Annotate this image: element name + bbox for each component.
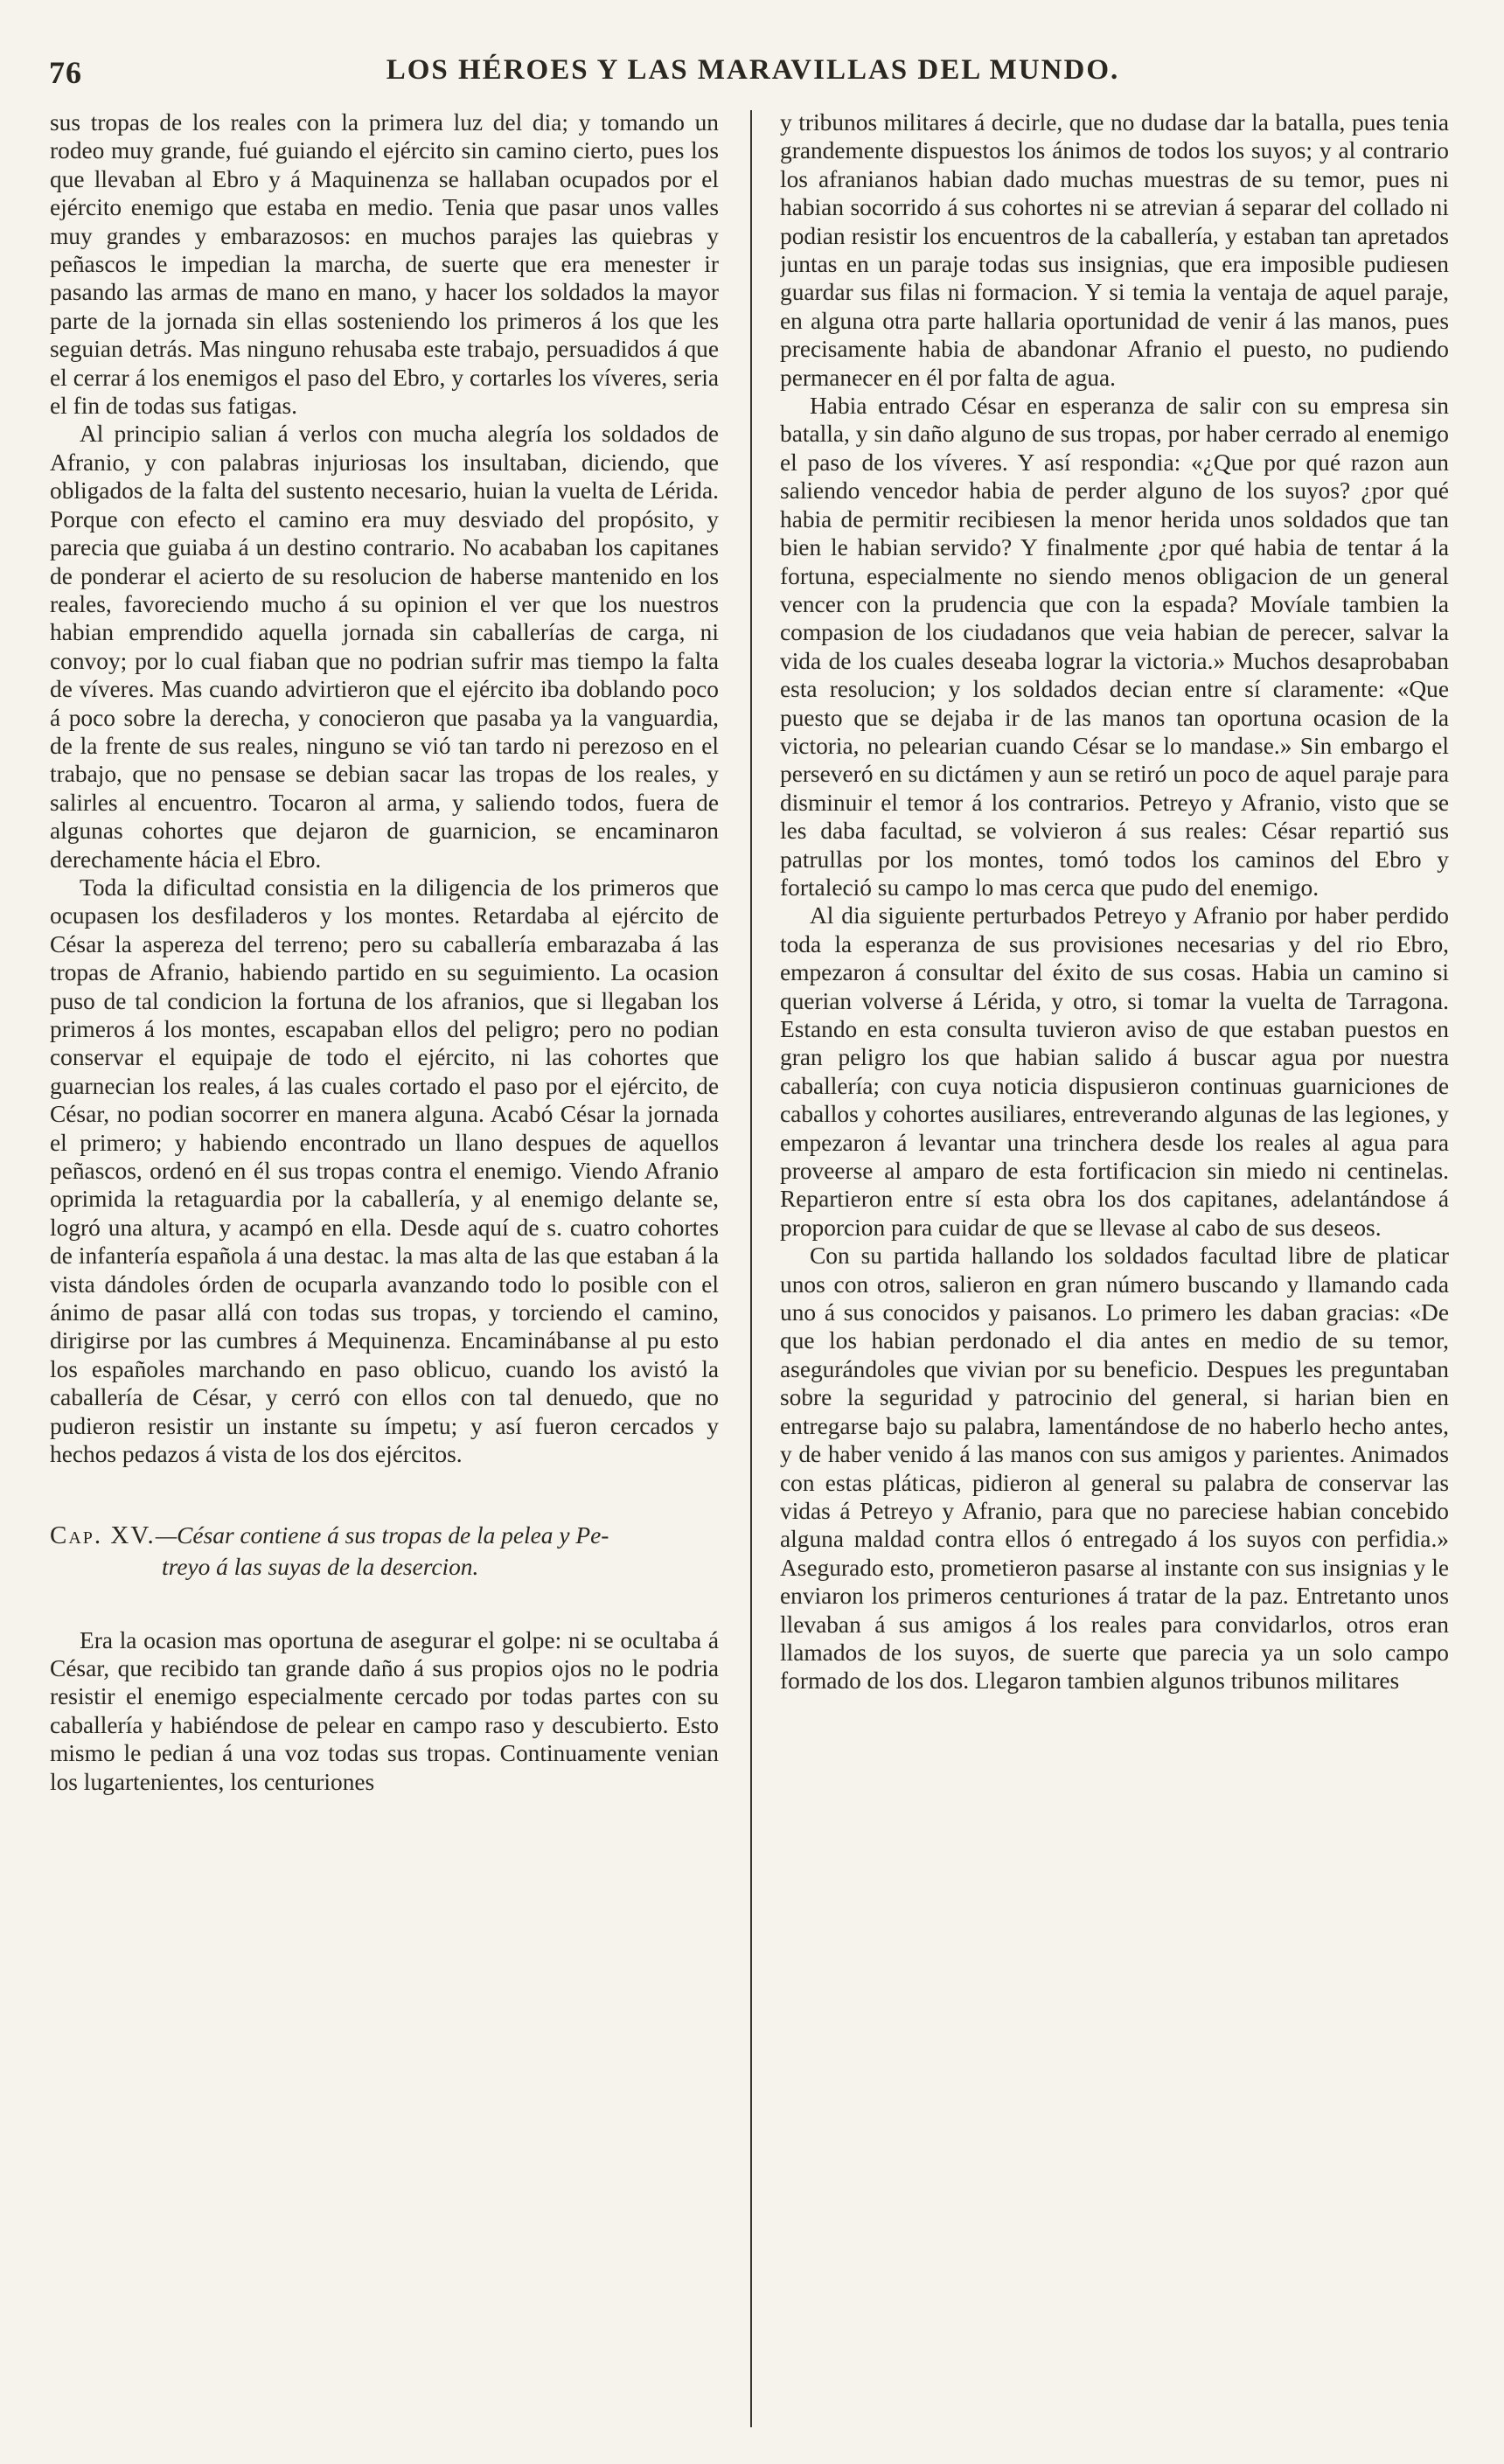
- running-title: LOS HÉROES Y LAS MARAVILLAS DEL MUNDO.: [386, 54, 1120, 86]
- chapter-label: Cap. XV.: [50, 1521, 156, 1549]
- paragraph: Toda la dificultad consistia en la diligencia de los primeros que ocupasen los desfiladeros y los montes. Retardaba al ejército de César la aspereza del terreno; pero su caballería embarazaba á las tropas de Afranio, habiendo partido en su seguimiento. La ocasion puso de tal condicion la fortuna de los afranios, que si llegaban los primeros á los montes, escapaban ellos del peligro; pero no podian conservar el equipaje de todo el ejército, ni las cohortes que guarnecian los reales, á las cuales cortado el paso por el ejército, de César, no podian socorrer en manera alguna. Acabó César la jornada el primero; y habiendo encontrado un llano despues de aquellos peñascos, ordenó en él sus tropas contra el enemigo. Viendo Afranio oprimida la retaguardia por la caballería, y al enemigo delante se, logró una altura, y acampó en ella. Desde aquí de s. cuatro cohortes de infantería española á una destac. la mas alta de las que estaban á la vista dándoles órden de ocuparla avanzando todo lo posible con el ánimo de pasar allá con todas sus tropas, y torciendo el camino, dirigirse por las cumbres á Mequinenza. Encaminábanse al pu esto los españoles marchando en paso oblicuo, cuando los avistó la caballería de César, y cerró con ellos con tal denuedo, que no pudieron resistir un instante su ímpetu; y así fueron cercados y hechos pedazos á vista de los dos ejércitos.: [50, 874, 719, 1468]
- page-number: 76: [49, 55, 82, 90]
- paragraph: Al dia siguiente perturbados Petreyo y Afranio por haber perdido toda la esperanza de sus provisiones necesarias y del rio Ebro, empezaron á consultar del éxito de sus cosas. Habia un camino si querian volverse á Lérida, y otro, si tomar la vuelta de Tarragona. Estando en esta consulta tuvieron aviso de que estaban puestos en gran peligro los que habian salido á buscar agua por nuestra caballería; con cuya noticia dispusieron continuas guarniciones de caballos y cohortes ausiliares, entreverando algunas de las legiones, y empezaron á levantar una trinchera desde los reales al agua para proveerse al amparo de esta fortificacion sin miedo ni centinelas. Repartieron entre sí esta obra los dos capitanes, adelantándose á proporcion para cuidar de que se llevase al cabo de sus deseos.: [780, 902, 1449, 1241]
- paragraph: Era la ocasion mas oportuna de asegurar el golpe: ni se ocultaba á César, que recibido tan grande daño á sus propios ojos no le podria resistir el enemigo especialmente cercado por todas partes con su caballería y habiéndose de pelear en campo raso y descubierto. Esto mismo le pedian á una voz todas sus tropas. Continuamente venian los lugartenientes, los centuriones: [50, 1626, 719, 1795]
- chapter-title: —César contiene á sus tropas de la pelea y Pe-: [155, 1521, 609, 1549]
- paragraph: sus tropas de los reales con la primera luz del dia; y tomando un rodeo muy grande, fué guiando el ejército sin camino cierto, pues los que llevaban al Ebro y á Maquinenza se hallaban ocupados por el ejército enemigo que estaba en medio. Tenia que pasar unos valles muy grandes y embarazosos: en muchos parajes las quiebras y peñascos le impedian la marcha, de suerte que era menester ir pasando las armas de mano en mano, y hacer los soldados la mayor parte de la jornada sin ellas sosteniendo los primeros á los que les seguian detrás. Mas ninguno rehusaba este trabajo, persuadidos á que el cerrar á los enemigos el paso del Ebro, y cortarles los víveres, seria el fin de todas sus fatigas.: [50, 109, 719, 420]
- paragraph: Habia entrado César en esperanza de salir con su empresa sin batalla, y sin daño alguno de sus tropas, por haber cerrado al enemigo el paso de los víveres. Y así respondia: «¿Que por qué razon aun saliendo vencedor habia de perder alguno de los suyos? ¿por qué habia de permitir recibiesen la menor herida unos soldados que tan bien le habian servido? Y finalmente ¿por qué habia de tentar á la fortuna, especialmente no siendo menos obligacion de un general vencer con la prudencia que con la espada? Movíale tambien la compasion de los ciudadanos que veia habian de perecer, salvar la vida de los cuales deseaba lograr la victoria.» Muchos desaprobaban esta resolucion; y los soldados decian entre sí claramente: «Que puesto que se dejaba ir de las manos tan oportuna ocasion de la victoria, no pelearian cuando César se lo mandase.» Sin embargo el perseveró en su dictámen y aun se retiró un poco de aquel paraje para disminuir el temor á los contrarios. Petreyo y Afranio, visto que se les daba facultad, se volvieron á sus reales: César repartió sus patrullas por los montes, tomó todos los caminos del Ebro y fortaleció su campo lo mas cerca que pudo del enemigo.: [780, 393, 1449, 901]
- paragraph: Al principio salian á verlos con mucha alegría los soldados de Afranio, y con palabras injuriosas los insultaban, diciendo, que obligados de la falta del sustento necesario, huian la vuelta de Lérida. Porque con efecto el camino era muy desviado del propósito, y parecia que guiaba á un destino contrario. No acababan los capitanes de ponderar el acierto de su resolucion de haberse mantenido en los reales, favoreciendo mucho á su opinion el ver que los nuestros habian emprendido aquella jornada sin caballerías de carga, ni convoy; por lo cual fiaban que no podrian sufrir mas tiempo la falta de víveres. Mas cuando advirtieron que el ejército iba doblando poco á poco sobre la derecha, y conocieron que pasaba ya la vanguardia, de la frente de sus reales, ninguno se vió tan tardo ni perezoso en el trabajo, que no pensase se debian sacar las tropas de los reales, y salirles al encuentro. Tocaron al arma, y saliendo todos, fuera de algunas cohortes que dejaron de guarnicion, se encaminaron derechamente hácia el Ebro.: [50, 421, 719, 873]
- column-divider: [750, 110, 752, 2427]
- page-header: [49, 54, 1457, 98]
- chapter-heading: [50, 1520, 719, 1583]
- right-column: [780, 108, 1449, 2430]
- paragraph: Con su partida hallando los soldados facultad libre de platicar unos con otros, salieron en gran número buscando y llamando cada uno á sus conocidos y paisanos. Lo primero les daban gracias: «De que los habian perdonado el dia antes en medio de su temor, asegurándoles que vivian por su beneficio. Despues les preguntaban sobre la seguridad y patrocinio del general, si harian bien en entregarse bajo su palabra, lamentándose de no haberlo hecho antes, y de haber venido á las manos con sus amigos y parientes. Animados con estas pláticas, pidieron al general su palabra de conservar las vidas á Petreyo y Afranio, para que no pareciese habian concebido alguna maldad contra ellos ó entregado á los suyos con perfidia.» Asegurado esto, prometieron pasarse al instante con sus insignias y le enviaron los primeros centuriones á tratar de la paz. Entretanto unos llevaban á sus amigos á los reales para convidarlos, otros eran llamados de los suyos, de suerte que parecia ya un solo campo formado de los dos. Llegaron tambien algunos tribunos militares: [780, 1242, 1449, 1695]
- paragraph: y tribunos militares á decirle, que no dudase dar la batalla, pues tenia grandemente dispuestos los ánimos de todos los suyos; y al contrario los afranianos habian dado muchas muestras de su temor, pues ni habian socorrido á sus cohortes ni se atrevian á separar del collado ni podian resistir los encuentros de la caballería, y estaban tan apretados juntas en un paraje todas sus insignias, que era imposible pudiesen guardar sus filas ni formacion. Y si temia la ventaja de aquel paraje, en alguna otra parte hallaria oportunidad de venir á las manos, pues precisamente habia de abandonar Afranio el puesto, no pudiendo permanecer en él por falta de agua.: [780, 109, 1449, 391]
- chapter-title-continued: treyo á las suyas de la desercion.: [162, 1553, 479, 1580]
- left-column: [50, 108, 719, 2430]
